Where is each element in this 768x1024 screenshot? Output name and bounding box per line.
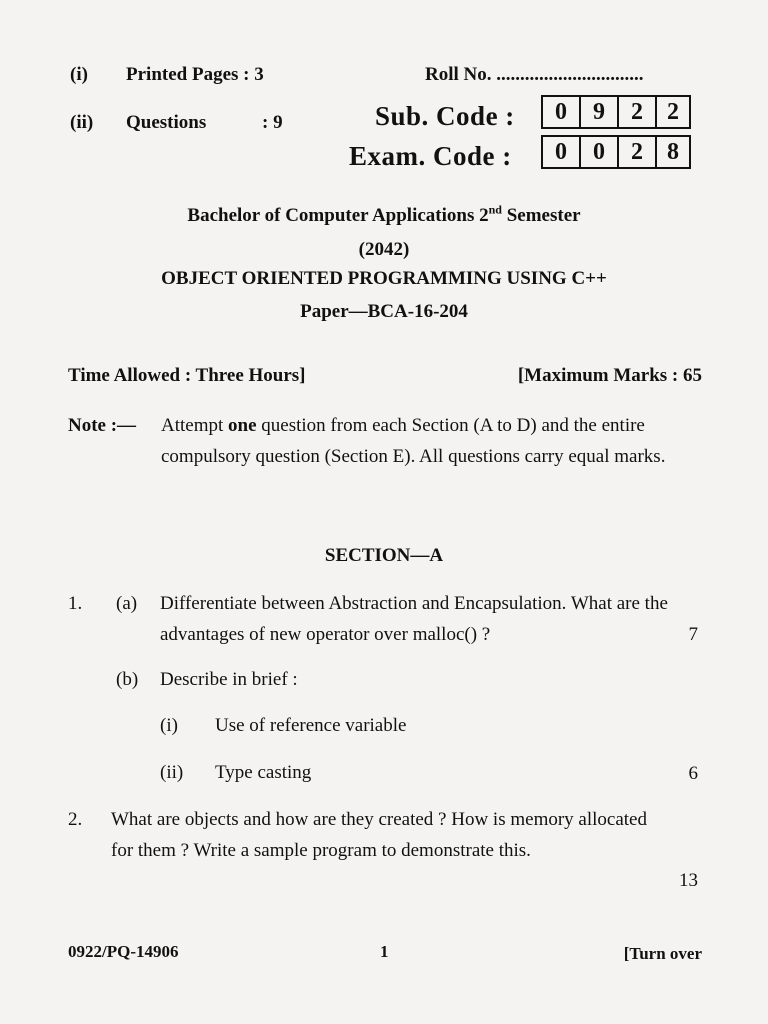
exam-code-digit: 2: [619, 137, 657, 167]
q1b-item-text: Use of reference variable: [215, 715, 407, 736]
sub-code-digit: 2: [667, 98, 679, 125]
program-sup: nd: [488, 202, 502, 217]
note-text: [161, 410, 706, 472]
q1-number: 1.: [68, 593, 83, 614]
q2-text: What are objects and how are they created ? How is memory allocated for them ? Write a sample program to demonstrate this.: [111, 809, 647, 861]
paper-code: Paper—BCA-16-204: [300, 301, 468, 322]
q1b-label: (b): [116, 669, 139, 690]
printed-pages-label: Printed Pages : 3: [126, 64, 264, 85]
note-label: Note :—: [68, 415, 137, 436]
exam-code-digit: 8: [667, 138, 679, 165]
exam-code-box: [541, 135, 691, 169]
sub-code-label: Sub. Code :: [375, 101, 515, 131]
exam-code-digit: 0: [543, 137, 581, 167]
maximum-marks: [Maximum Marks : 65: [517, 365, 702, 386]
time-allowed: Time Allowed : Three Hours]: [68, 365, 306, 386]
note-text-bold: one: [228, 415, 257, 436]
q1b-item-label: (ii): [160, 762, 184, 783]
exam-code-digit: 0: [581, 137, 619, 167]
printed-pages-number: (i): [70, 64, 88, 85]
q1a-marks: 7: [688, 624, 698, 645]
footer-paper-code: 0922/PQ-14906: [68, 942, 179, 961]
roll-no-field: Roll No. ...............................: [425, 64, 644, 85]
sub-code-box: [541, 95, 691, 129]
q1a-text: Differentiate between Abstraction and Encapsulation. What are the advantages of new operator over malloc() ?: [160, 593, 668, 645]
q1b-item-text: Type casting: [215, 762, 312, 783]
q1b-text: Describe in brief :: [160, 669, 298, 690]
questions-number: (ii): [70, 112, 94, 133]
course-title: OBJECT ORIENTED PROGRAMMING USING C++: [161, 268, 607, 289]
section-a-heading: SECTION—A: [324, 545, 444, 566]
q1a-label: (a): [116, 593, 138, 614]
program-title: [0, 202, 768, 227]
q2-number: 2.: [68, 809, 83, 830]
sub-code-digit: 9: [581, 97, 619, 127]
program-prefix: Bachelor of Computer Applications 2: [187, 205, 489, 226]
q1b-item-label: (i): [160, 715, 178, 736]
note-text-2: question from each Section (A to D) and the entire compulsory question (Section E). All questions carry equal marks.: [161, 415, 666, 467]
sub-code-digit: 2: [619, 97, 657, 127]
questions-label: Questions: [126, 112, 207, 133]
exam-code-label: Exam. Code :: [349, 141, 512, 171]
page-number: 1: [380, 942, 389, 961]
program-suffix: Semester: [501, 205, 581, 226]
q2-marks: 13: [679, 870, 698, 891]
questions-value: : 9: [262, 112, 283, 133]
note-text-1: Attempt: [161, 415, 229, 436]
q1b-marks: 6: [688, 763, 698, 784]
sub-code-digit: 0: [543, 97, 581, 127]
exam-year: (2042): [358, 239, 410, 260]
turn-over: [Turn over: [623, 944, 702, 963]
